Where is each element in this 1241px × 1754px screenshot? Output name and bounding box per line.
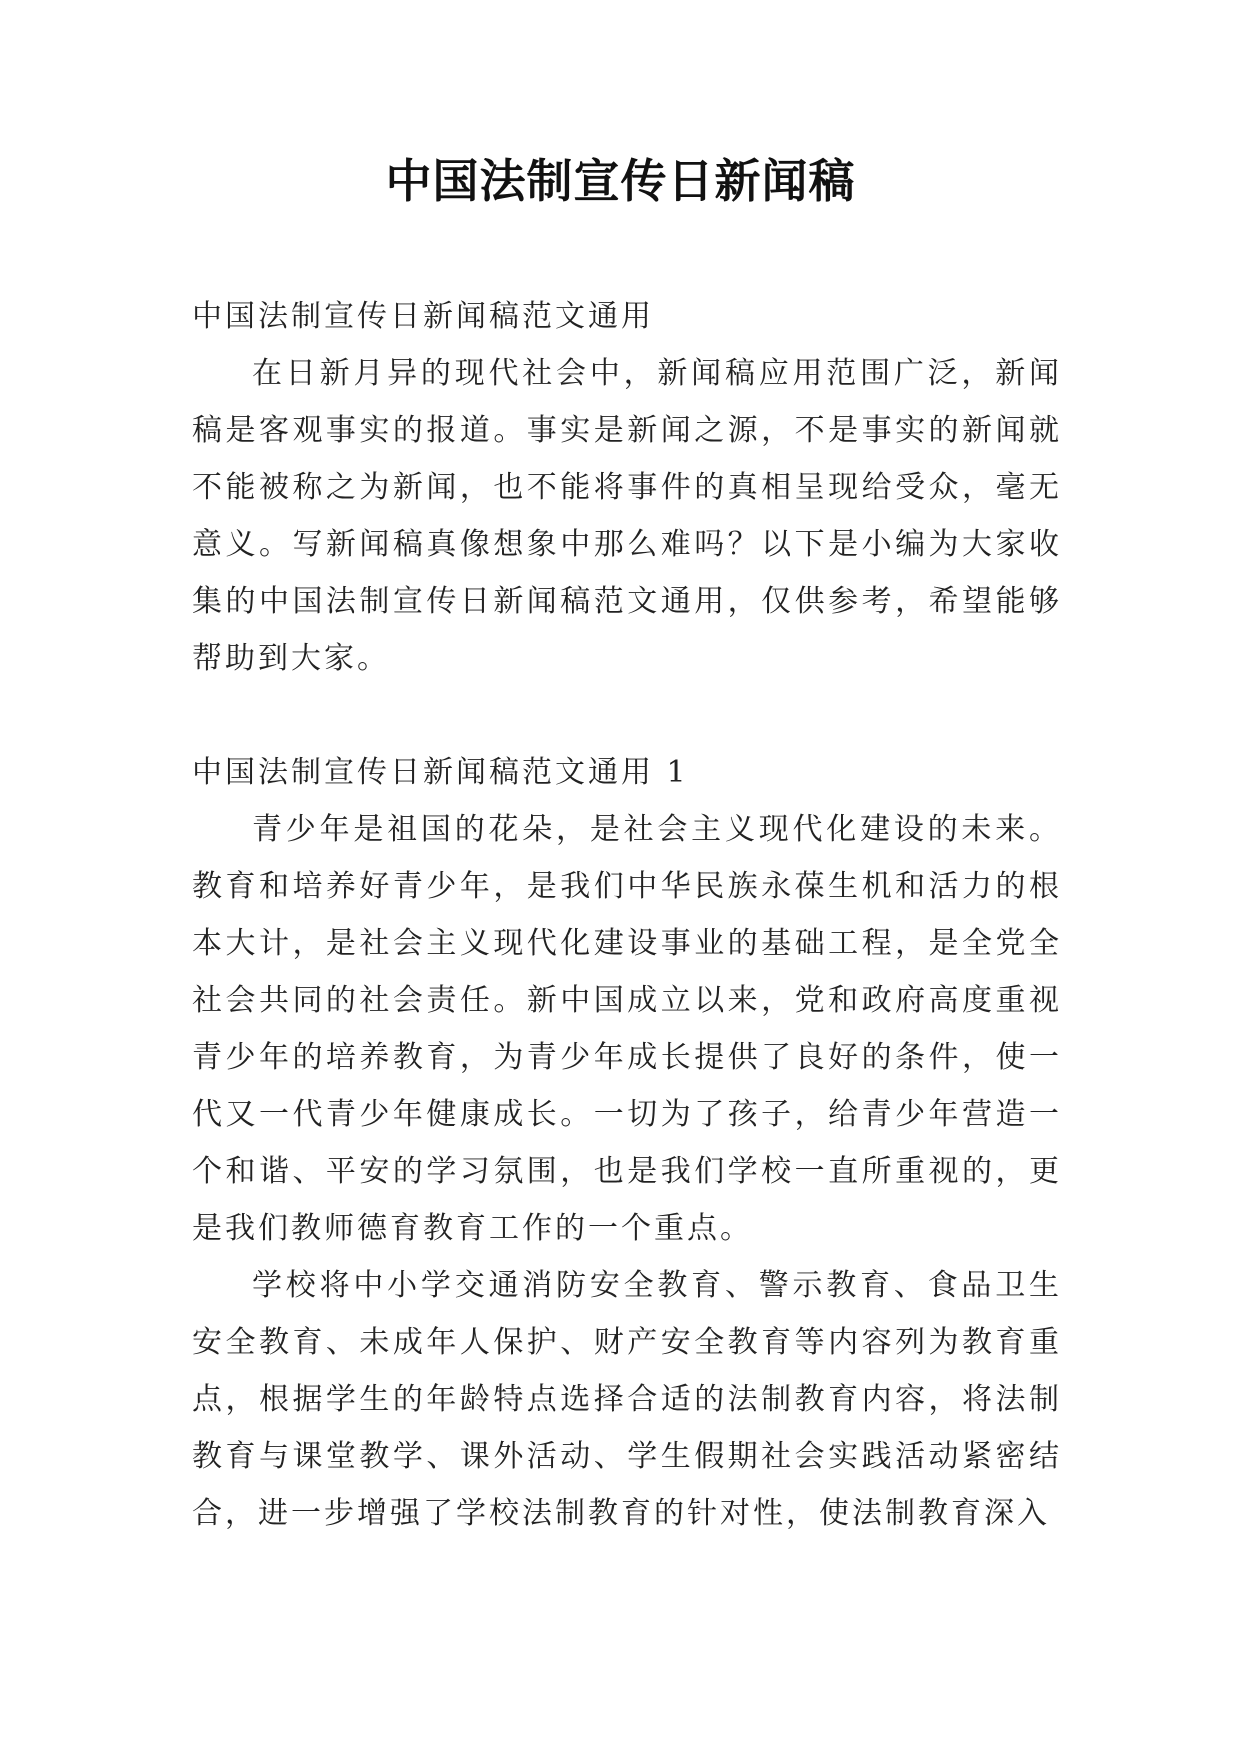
intro-heading: 中国法制宣传日新闻稿范文通用 [192,299,654,334]
intro-paragraph: 在日新月异的现代社会中，新闻稿应用范围广泛，新闻稿是客观事实的报道。事实是新闻之源，不是事实的新闻就不能被称之为新闻，也不能将事件的真相呈现给受众，毫无意义。写新闻稿真像想象中那么难吗？以下是小编为大家收集的中国法制宣传日新闻稿范文通用，仅供参考，希望能够帮助到大家。 [192,356,1062,676]
section-spacer [192,687,1062,744]
body-paragraph: 学校将中小学交通消防安全教育、警示教育、食品卫生安全教育、未成年人保护、财产安全教育等内容列为教育重点，根据学生的年龄特点选择合适的法制教育内容，将法制教育与课堂教学、课外活动、学生假期社会实践活动紧密结合，进一步增强了学校法制教育的针对性，使法制教育深入 [192,1268,1062,1531]
body-paragraph: 青少年是祖国的花朵，是社会主义现代化建设的未来。教育和培养好青少年，是我们中华民族永葆生机和活力的根本大计，是社会主义现代化建设事业的基础工程，是全党全社会共同的社会责任。新中国成立以来，党和政府高度重视青少年的培养教育，为青少年成长提供了良好的条件，使一代又一代青少年健康成长。一切为了孩子，给青少年营造一个和谐、平安的学习氛围，也是我们学校一直所重视的，更是我们教师德育教育工作的一个重点。 [192,812,1062,1246]
section-heading: 中国法制宣传日新闻稿范文通用 1 [192,755,689,790]
document-body [192,288,1062,1542]
document-title: 中国法制宣传日新闻稿 [385,154,856,208]
